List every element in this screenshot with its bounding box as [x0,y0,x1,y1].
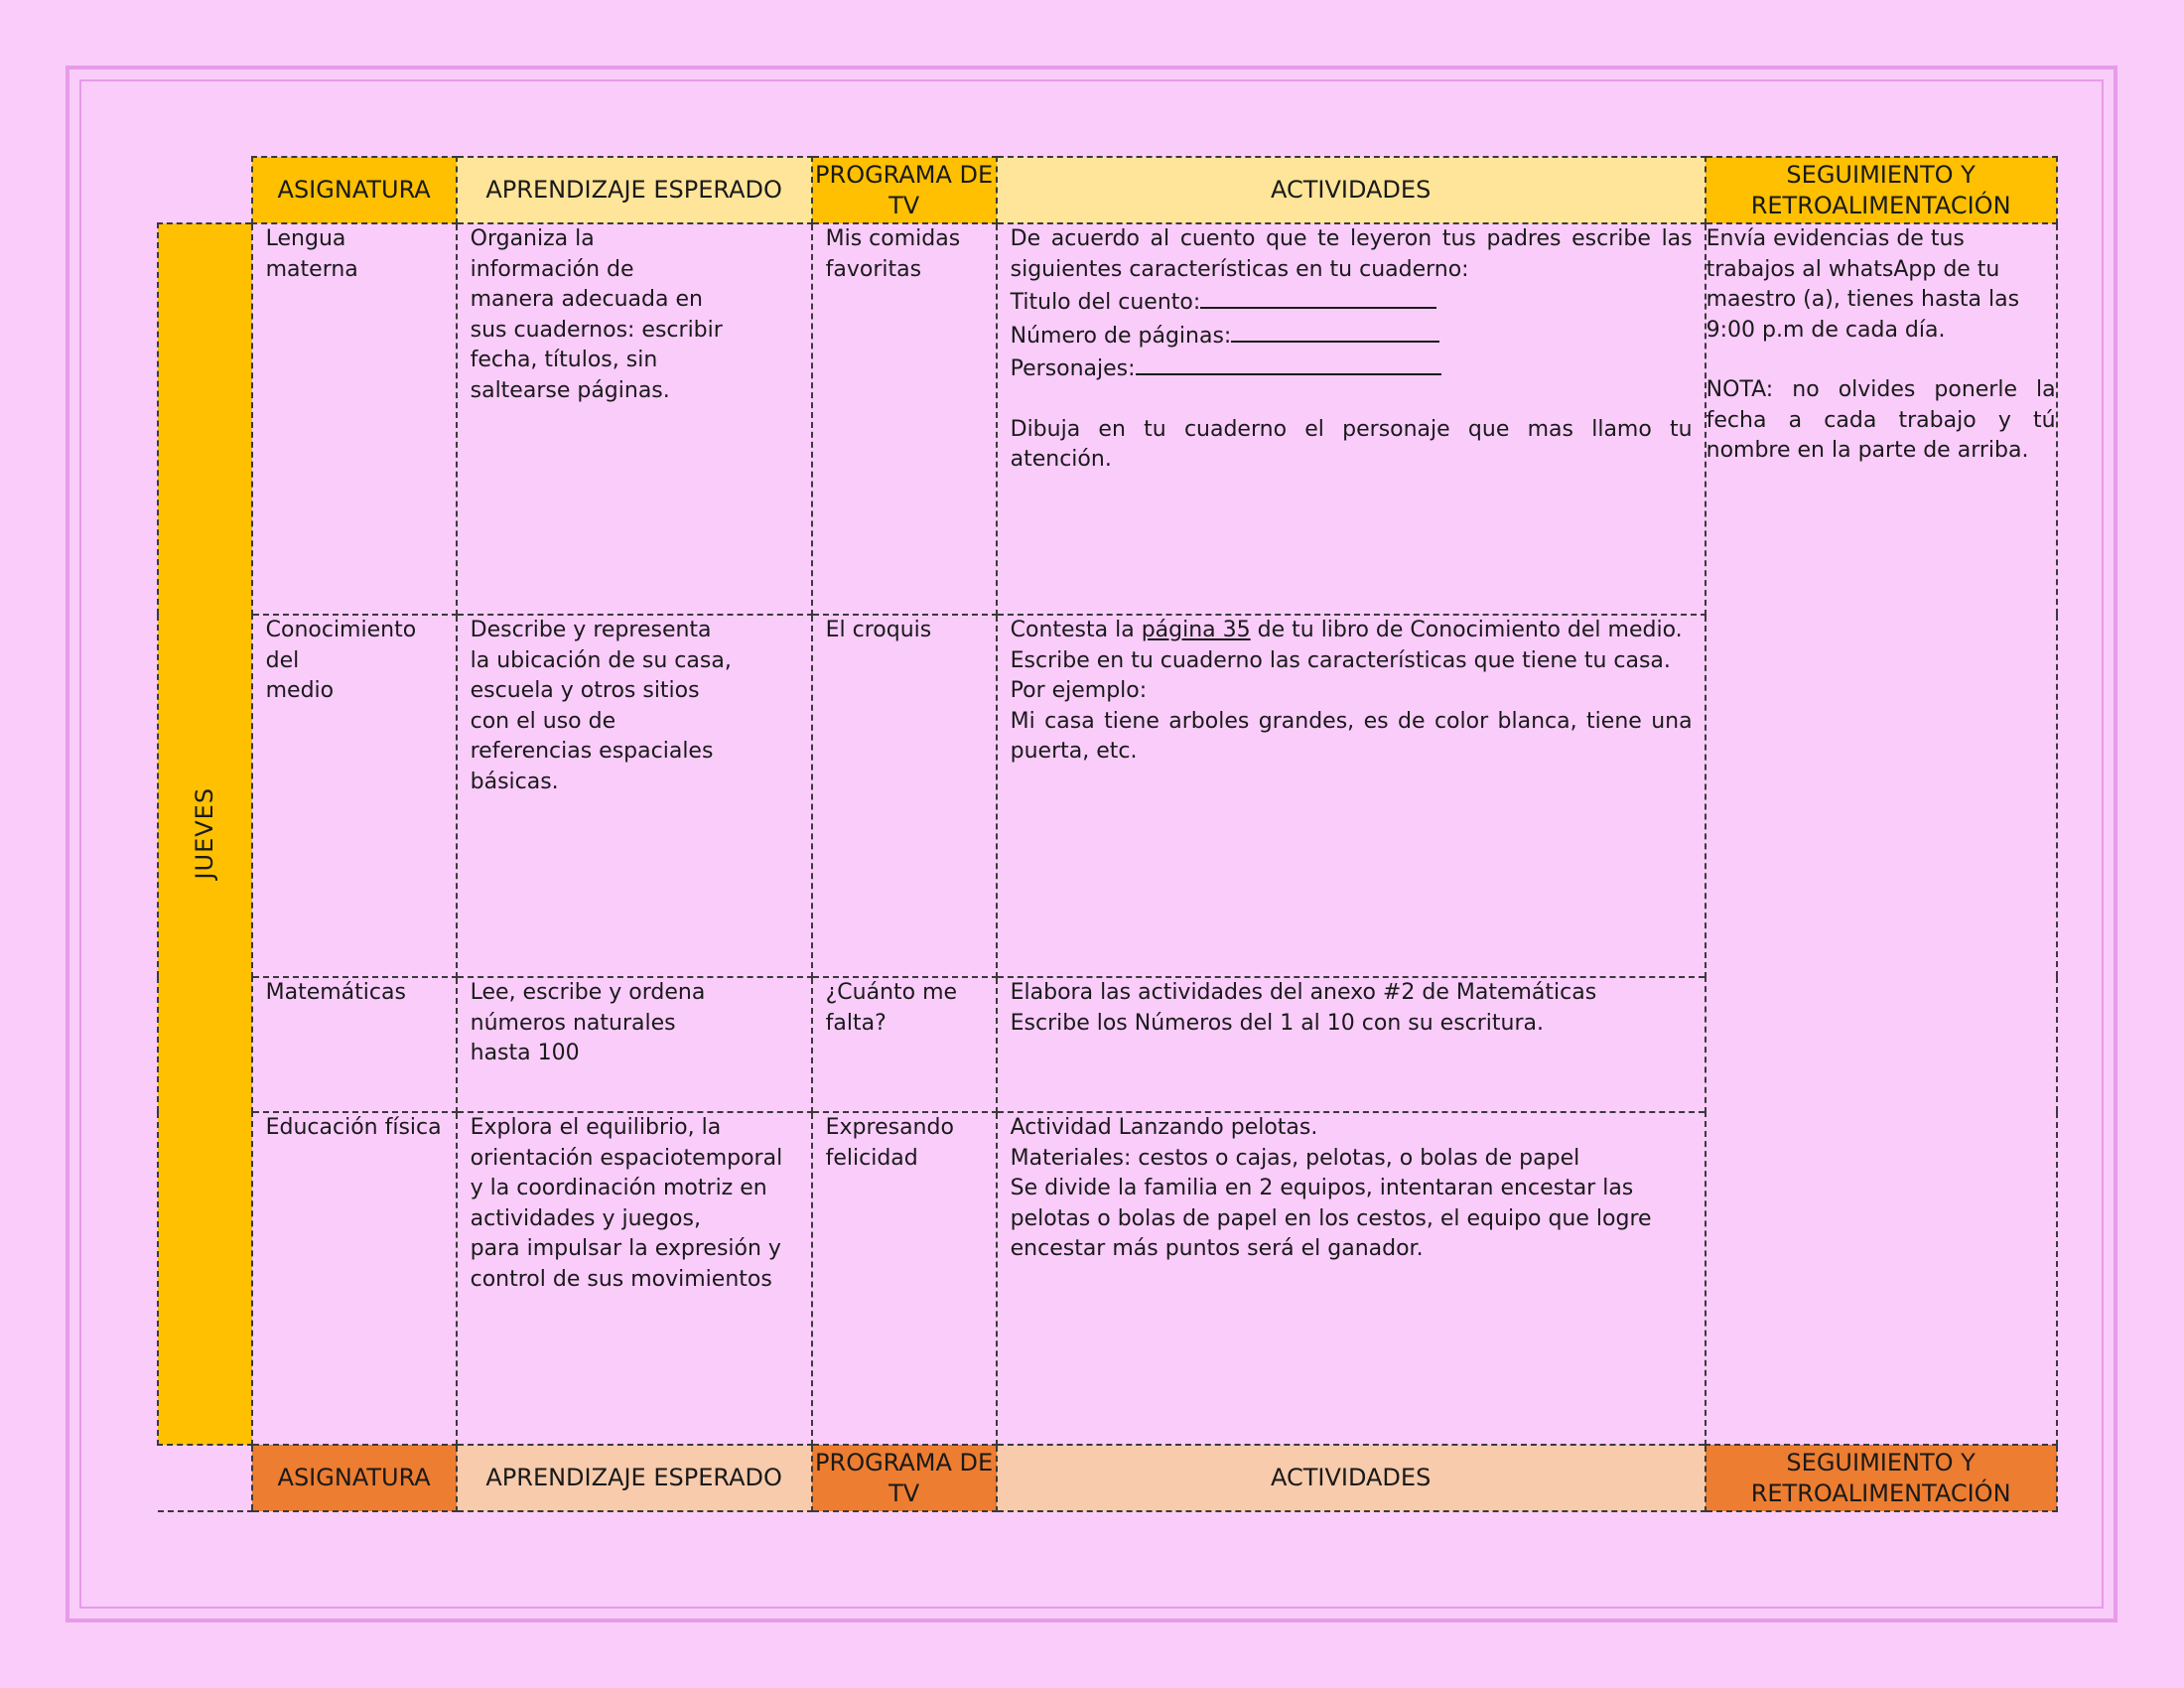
actividad-materiales: Materiales: cestos o cajas, pelotas, o bolas de papel [1010,1145,1580,1171]
programa-cell [812,1112,997,1445]
aprendizaje-cell [457,223,812,615]
actividad-casa: Mi casa tiene arboles grandes, es de color blanca, tiene una puerta, etc. [1010,708,1693,764]
programa-text: ¿Cuánto me falta? [825,980,958,1036]
footer-asignatura: ASIGNATURA [252,1445,457,1511]
header-programa: PROGRAMA DE TV [812,157,997,223]
header-asignatura: ASIGNATURA [252,157,457,223]
pagina-link[interactable]: página 35 [1141,618,1251,642]
asignatura-text: Educación física [265,1115,442,1140]
programa-text: Expresando felicidad [825,1115,954,1171]
actividad-anexo: Elabora las actividades del anexo #2 de Matemáticas [1010,980,1597,1005]
header-actividades: ACTIVIDADES [997,157,1706,223]
contesta-post: de tu libro de Conocimiento del medio. [1250,618,1683,642]
aprendizaje-text: Lee, escribe y ordena números naturales hasta 100 [470,980,706,1065]
actividad-titulo: Actividad Lanzando pelotas. [1010,1115,1318,1140]
aprendizaje-text: Explora el equilibrio, la orientación espaciotemporal y la coordinación motriz en actividades y juegos, para impulsar la expresión y control de sus movimientos [470,1115,783,1292]
actividad-intro: De acuerdo al cuento que te leyeron tus padres escribe las siguientes características en tu cuaderno: [1010,226,1693,282]
aprendizaje-text: Describe y representa la ubicación de su casa, escuela y otros sitios con el uso de referencias espaciales básicas. [470,618,732,794]
footer-corner [158,1445,252,1511]
header-corner [158,157,252,223]
footer-aprendizaje: APRENDIZAJE ESPERADO [457,1445,812,1511]
actividad-contesta [1011,616,1693,646]
field-personajes [1011,352,1693,385]
actividad-ejemplo: Por ejemplo: [1010,678,1148,703]
header-seguimiento: SEGUIMIENTO Y RETROALIMENTACIÓN [1706,157,2057,223]
field-paginas-label: Número de páginas: [1010,323,1232,349]
field-paginas [1011,319,1693,352]
asignatura-cell [252,223,457,615]
spacer [1011,385,1693,415]
table-row [158,223,2057,615]
programa-cell [812,223,997,615]
programa-cell [812,977,997,1112]
actividades-cell [997,977,1706,1112]
header-row [158,157,2057,223]
footer-programa: PROGRAMA DE TV [812,1445,997,1511]
programa-cell [812,615,997,977]
field-titulo-label: Titulo del cuento: [1010,290,1201,315]
actividad-descripcion: Se divide la familia en 2 equipos, intentaran encestar las pelotas o bolas de papel en los cestos, el equipo que logre encestar más puntos será el ganador. [1010,1176,1652,1261]
day-column [158,223,252,1445]
footer-seguimiento: SEGUIMIENTO Y RETROALIMENTACIÓN [1706,1445,2057,1511]
seguimiento-cell [1706,223,2057,1445]
footer-actividades: ACTIVIDADES [997,1445,1706,1511]
aprendizaje-cell [457,1112,812,1445]
actividad-numeros: Escribe los Números del 1 al 10 con su escritura. [1010,1010,1545,1036]
asignatura-cell [252,977,457,1112]
asignatura-text: Lengua materna [265,226,358,282]
programa-text: El croquis [825,618,932,642]
aprendizaje-text: Organiza la información de manera adecuada en sus cuadernos: escribir fecha, títulos, sin saltearse páginas. [470,226,723,403]
asignatura-text: Conocimiento del medio [265,618,417,703]
asignatura-cell [252,1112,457,1445]
header-aprendizaje: APRENDIZAJE ESPERADO [457,157,812,223]
blank-line [1200,285,1436,309]
aprendizaje-cell [457,977,812,1112]
programa-text: Mis comidas favoritas [825,226,961,282]
spacer [1706,346,2056,375]
actividades-cell [997,1112,1706,1445]
actividad-dibuja: Dibuja en tu cuaderno el personaje que mas llamo tu atención. [1010,416,1693,472]
asignatura-cell [252,615,457,977]
actividades-cell [997,615,1706,977]
actividades-cell [997,223,1706,615]
seguimiento-evidencias: Envía evidencias de tus trabajos al whatsApp de tu maestro (a), tienes hasta las 9:00 p.m de cada día. [1706,226,2020,343]
asignatura-text: Matemáticas [265,980,406,1005]
blank-line [1231,319,1439,343]
field-personajes-label: Personajes: [1010,356,1136,381]
aprendizaje-cell [457,615,812,977]
actividad-escribe: Escribe en tu cuaderno las características que tiene tu casa. [1010,647,1671,673]
day-label: JUEVES [191,786,219,880]
field-titulo [1011,285,1693,319]
footer-row [158,1445,2057,1511]
seguimiento-nota: NOTA: no olvides ponerle la fecha a cada trabajo y tú nombre en la parte de arriba. [1706,377,2056,463]
blank-line [1136,352,1441,375]
contesta-pre: Contesta la [1010,618,1142,642]
weekly-schedule-table [157,156,2058,1512]
